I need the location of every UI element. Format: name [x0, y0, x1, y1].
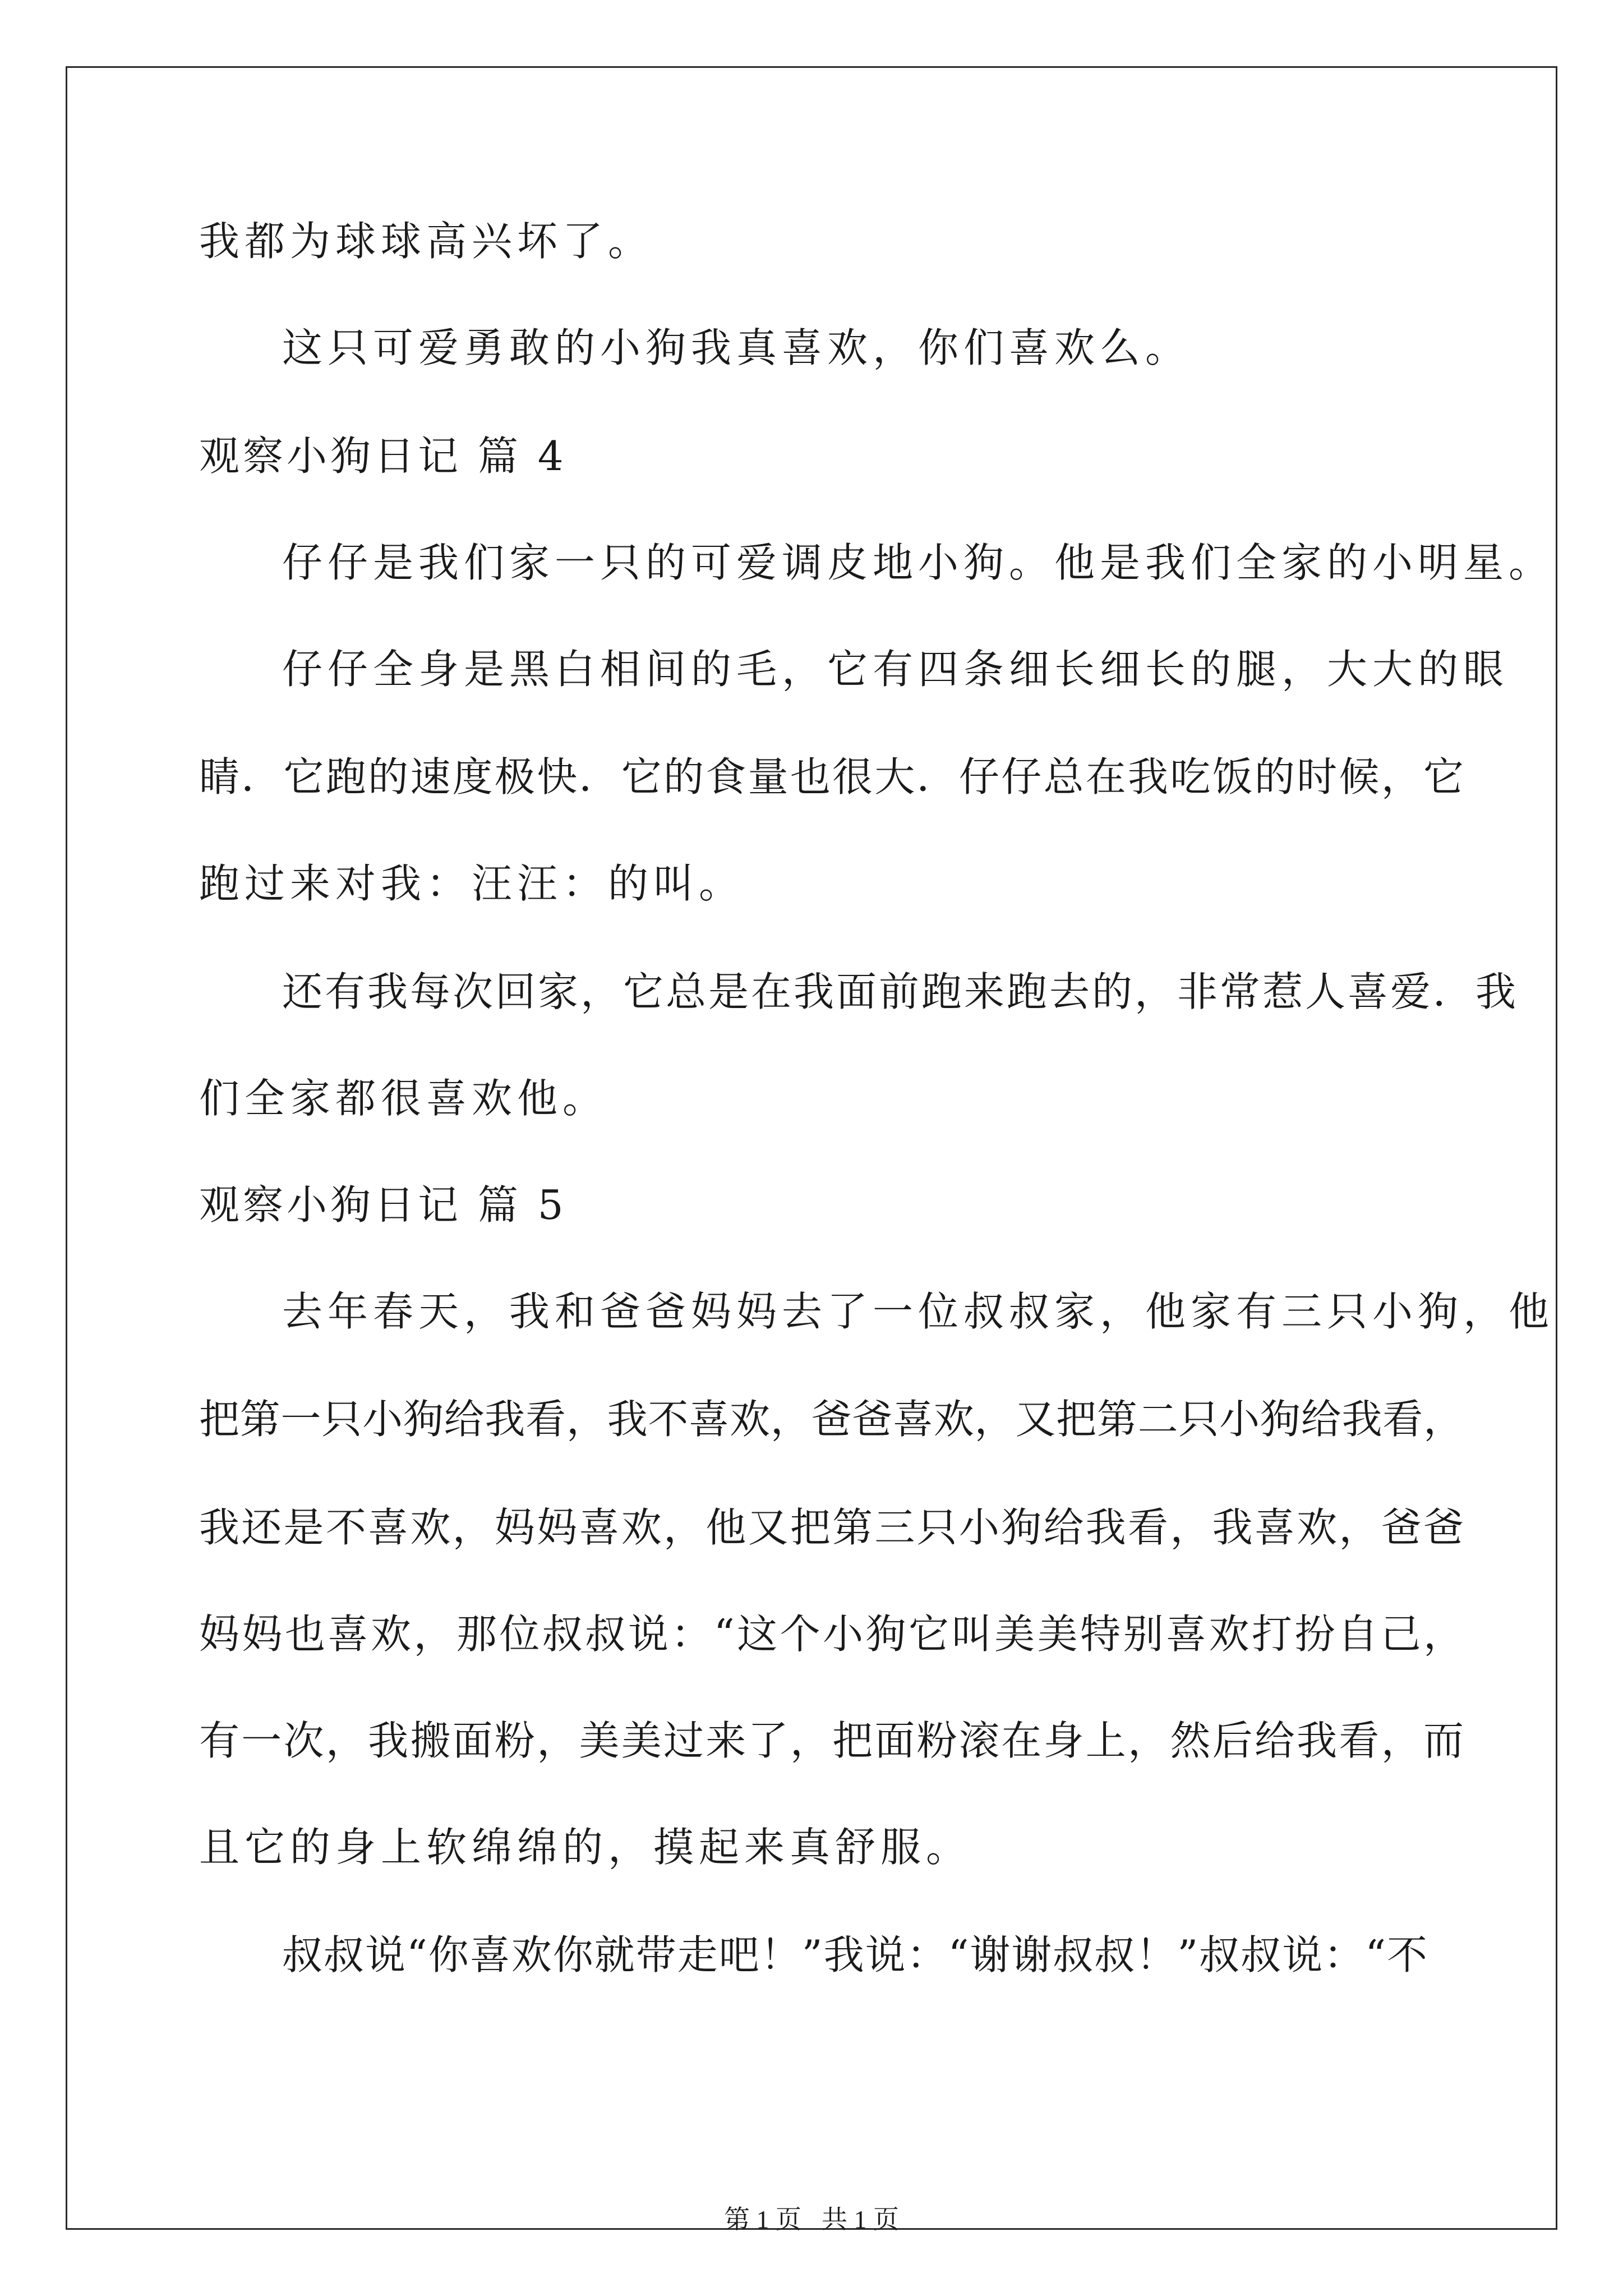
- paragraph-line: 仔仔是我们家一只的可爱调皮地小狗。他是我们全家的小明星。: [282, 539, 1555, 586]
- page-total: 共 1 页: [822, 2205, 899, 2234]
- page-number: 第 1 页: [724, 2205, 801, 2234]
- paragraph-line: 还有我每次回家，它总是在我面前跑来跑去的，非常惹人喜爱．我: [282, 968, 1519, 1015]
- paragraph-line: 睛．它跑的速度极快．它的食量也很大．仔仔总在我吃饭的时候，它: [199, 753, 1464, 800]
- paragraph-line: 把第一只小狗给我看，我不喜欢，爸爸喜欢，又把第二只小狗给我看，: [199, 1396, 1464, 1443]
- paragraph-line: 我还是不喜欢，妈妈喜欢，他又把第三只小狗给我看，我喜欢，爸爸: [199, 1504, 1464, 1551]
- paragraph-line: 们全家都很喜欢他。: [199, 1075, 608, 1122]
- page-footer: [0, 2199, 1623, 2236]
- paragraph-line: 去年春天，我和爸爸妈妈去了一位叔叔家，他家有三只小狗，他: [282, 1288, 1555, 1335]
- section-heading: 观察小狗日记 篇 4: [199, 432, 567, 480]
- paragraph-line: 仔仔全身是黑白相间的毛，它有四条细长细长的腿，大大的眼: [282, 646, 1509, 693]
- paragraph-line: 跑过来对我：汪汪：的叫。: [199, 860, 745, 907]
- section-heading: 观察小狗日记 篇 5: [199, 1181, 567, 1228]
- paragraph-line: 妈妈也喜欢，那位叔叔说：“这个小狗它叫美美特别喜欢打扮自己，: [199, 1611, 1464, 1658]
- paragraph-line: 这只可爱勇敢的小狗我真喜欢，你们喜欢么。: [282, 324, 1191, 371]
- paragraph-line: 有一次，我搬面粉，美美过来了，把面粉滚在身上，然后给我看，而: [199, 1717, 1464, 1764]
- paragraph-line: 叔叔说“你喜欢你就带走吧！”我说：“谢谢叔叔！”叔叔说：“不: [282, 1931, 1429, 1978]
- paragraph-line: 我都为球球高兴坏了。: [199, 218, 654, 265]
- paragraph-line: 且它的身上软绵绵的，摸起来真舒服。: [199, 1824, 972, 1871]
- page-border: [66, 66, 1557, 2230]
